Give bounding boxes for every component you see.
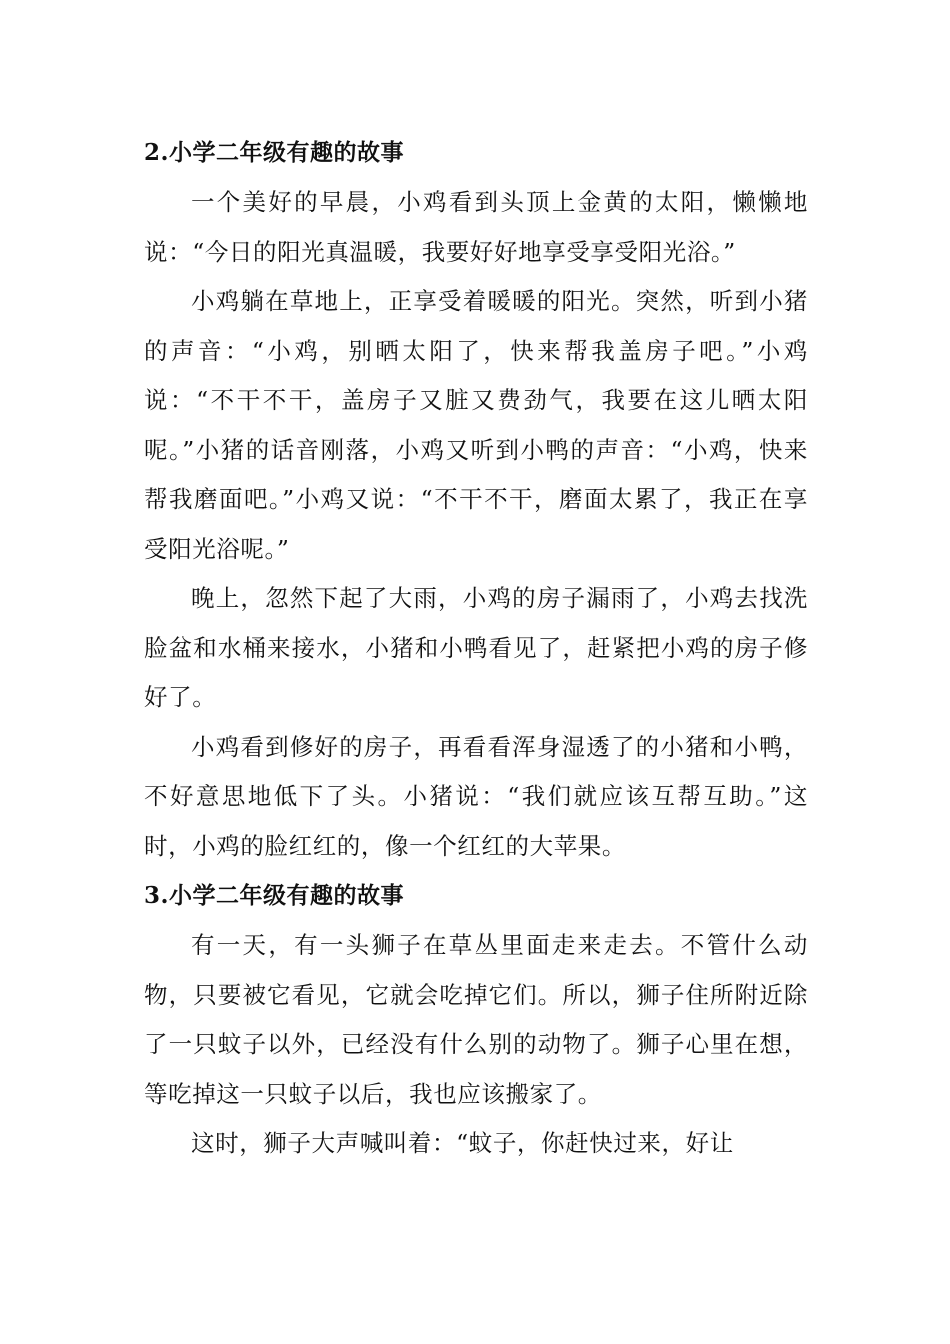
paragraph: 这时，狮子大声喊叫着：“蚊子，你赶快过来，好让 (191, 1129, 734, 1157)
paragraph: 一个美好的早晨，小鸡看到头顶上金黄的太阳，懒懒地说：“今日的阳光真温暖，我要好好地享受享受阳光浴。” (144, 188, 808, 266)
section-heading: 2.小学二年级有趣的故事 (144, 139, 405, 166)
section-heading: 3.小学二年级有趣的故事 (144, 882, 405, 909)
paragraph: 有一天，有一头狮子在草丛里面走来走去。不管什么动物，只要被它看见，它就会吃掉它们。所以，狮子住所附近除了一只蚊子以外，已经没有什么别的动物了。狮子心里在想，等吃掉这一只蚊子以后，我也应该搬家了。 (144, 931, 808, 1108)
paragraph: 小鸡看到修好的房子，再看看浑身湿透了的小猪和小鸭，不好意思地低下了头。小猪说：“我们就应该互帮互助。”这时，小鸡的脸红红的，像一个红红的大苹果。 (144, 732, 808, 860)
paragraph: 晚上，忽然下起了大雨，小鸡的房子漏雨了，小鸡去找洗脸盆和水桶来接水，小猪和小鸭看见了，赶紧把小鸡的房子修好了。 (144, 584, 808, 711)
story-section-3 (144, 871, 808, 1169)
document-page (144, 128, 808, 1169)
story-section-2 (144, 128, 808, 871)
paragraph: 小鸡躺在草地上，正享受着暖暖的阳光。突然，听到小猪的声音：“小鸡，别晒太阳了，快来帮我盖房子吧。”小鸡说：“不干不干，盖房子又脏又费劲气，我要在这儿晒太阳呢。”小猪的话音刚落，小鸡又听到小鸭的声音：“小鸡，快来帮我磨面吧。”小鸡又说：“不干不干，磨面太累了，我正在享受阳光浴呢。” (144, 287, 808, 563)
